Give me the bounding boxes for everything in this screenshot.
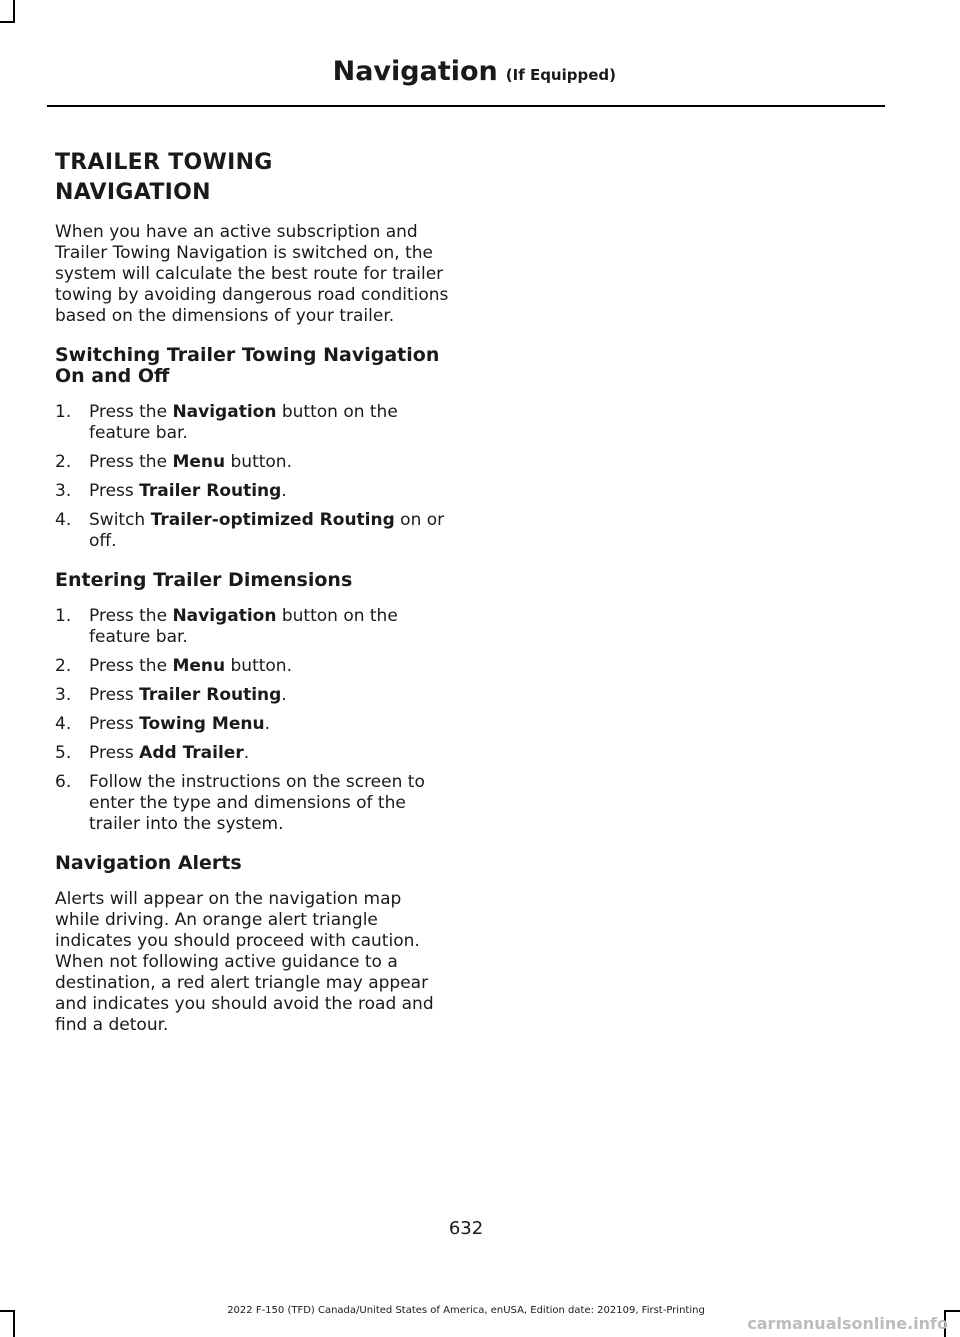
crop-mark	[13, 0, 15, 22]
edition-footer: 2022 F-150 (TFD) Canada/United States of America, enUSA, Edition date: 202109, First-Printing	[227, 1305, 705, 1316]
step-number: 4.	[55, 510, 72, 530]
steps-list	[55, 606, 450, 835]
step-text: button on the feature bar.	[89, 402, 398, 443]
step-number: 2.	[55, 656, 72, 676]
section-dimensions	[55, 570, 450, 835]
intro-paragraph: When you have an active subscription and Trailer Towing Navigation is switched on, the system will calculate the best route for trailer towing by avoiding dangerous road conditions based on the dimensions of your trailer.	[55, 222, 449, 326]
step-number: 2.	[55, 452, 72, 472]
step-text: Switch	[89, 510, 151, 530]
step-text: Press the	[89, 606, 173, 626]
steps-list	[55, 402, 450, 552]
step-text: button on the feature bar.	[89, 606, 398, 647]
step-number: 6.	[55, 772, 72, 792]
step-number: 1.	[55, 606, 72, 626]
list-item	[55, 685, 450, 706]
step-control-name: Trailer Routing	[139, 481, 282, 501]
step-control-name: Trailer Routing	[139, 685, 282, 705]
section-heading: Navigation Alerts	[55, 852, 242, 874]
step-text: Press the	[89, 402, 173, 422]
step-number: 5.	[55, 743, 72, 763]
step-text: Press	[89, 685, 140, 705]
step-text: button.	[225, 656, 292, 676]
page-title-line-1: TRAILER TOWING	[55, 150, 273, 175]
step-control-name: Menu	[172, 656, 226, 676]
list-item	[55, 452, 450, 473]
main-column	[55, 148, 450, 1054]
step-text: Press	[89, 481, 140, 501]
step-control-name: Navigation	[172, 402, 277, 422]
header-rule	[47, 105, 885, 107]
step-control-name: Trailer-optimized Routing	[150, 510, 395, 530]
step-text: Press	[89, 714, 140, 734]
page-number: 632	[448, 1218, 484, 1239]
list-item	[55, 714, 450, 735]
step-text: .	[264, 714, 270, 734]
step-text: .	[243, 743, 250, 763]
step-number: 3.	[55, 685, 72, 705]
step-text: Press the	[89, 656, 173, 676]
running-header	[333, 56, 616, 87]
step-control-name: Navigation	[172, 606, 277, 626]
page-title	[55, 148, 450, 208]
step-text: Press	[89, 743, 140, 763]
section-title: Navigation	[332, 56, 498, 87]
watermark[interactable]: carmanualsonline.info	[747, 1314, 948, 1333]
list-item	[55, 656, 450, 677]
step-control-name: Add Trailer	[139, 743, 244, 763]
section-suffix: (If Equipped)	[505, 66, 616, 84]
list-item	[55, 743, 450, 764]
crop-mark	[0, 21, 15, 23]
section-alerts	[55, 853, 450, 1036]
list-item	[55, 772, 450, 835]
step-number: 4.	[55, 714, 72, 734]
crop-mark	[944, 1310, 960, 1312]
section-heading: Switching Trailer Towing Navigation On and Off	[55, 344, 440, 387]
step-text: .	[281, 481, 287, 501]
step-number: 3.	[55, 481, 72, 501]
list-item	[55, 402, 450, 444]
section-heading: Entering Trailer Dimensions	[55, 569, 353, 591]
step-text: .	[281, 685, 287, 705]
step-control-name: Menu	[172, 452, 226, 472]
alerts-paragraph: Alerts will appear on the navigation map while driving. An orange alert triangle indicates you should proceed with caution. When not following active guidance to a destination, a red alert triangle may appear and indicates you should avoid the road and find a detour.	[55, 889, 434, 1035]
list-item	[55, 510, 450, 552]
step-text: Follow the instructions on the screen to enter the type and dimensions of the trailer into the system.	[89, 772, 425, 834]
list-item	[55, 606, 450, 648]
step-number: 1.	[55, 402, 72, 422]
page-title-line-2: NAVIGATION	[55, 180, 211, 205]
step-text: button.	[225, 452, 292, 472]
section-switching	[55, 345, 450, 552]
list-item	[55, 481, 450, 502]
step-text: Press the	[89, 452, 173, 472]
step-text: on or off.	[89, 510, 445, 551]
step-control-name: Towing Menu	[139, 714, 265, 734]
